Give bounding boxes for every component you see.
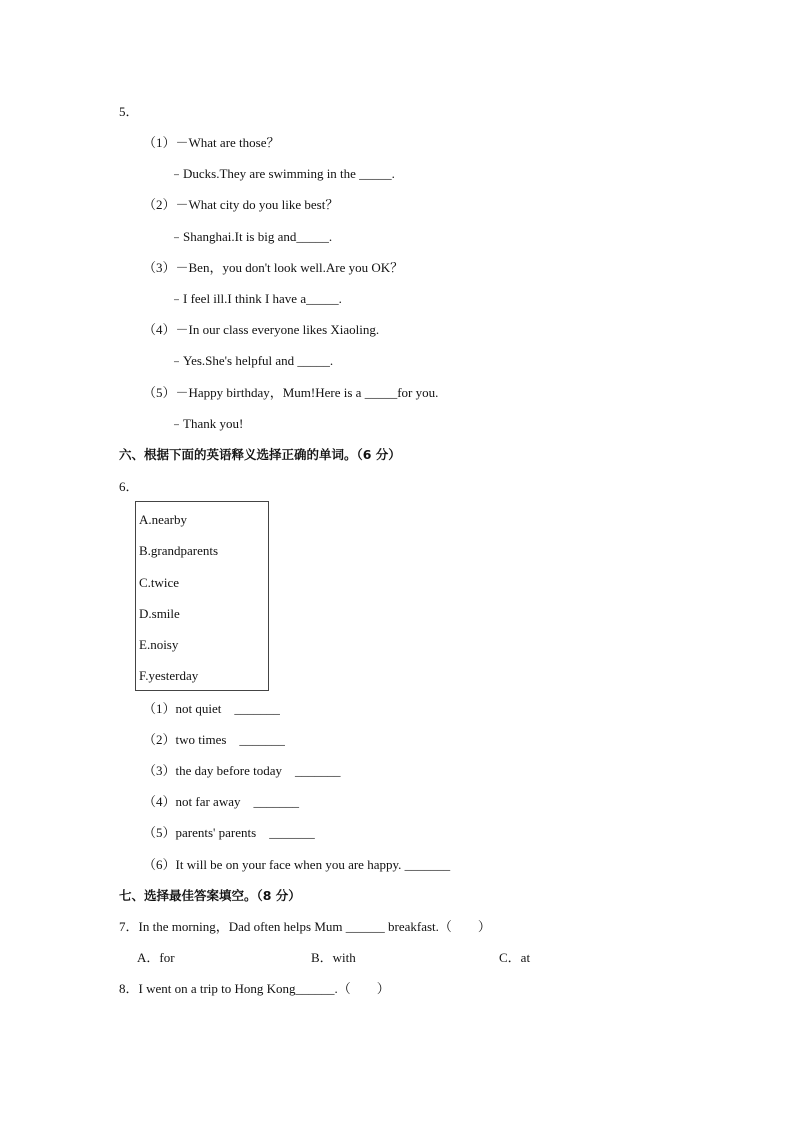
question-8: 8．I went on a trip to Hong Kong______.（ ） [119, 981, 390, 996]
item-label: （2） [143, 732, 176, 747]
item-prompt: －Ben，you don't look well.Are you OK？ [175, 260, 404, 275]
q5-item-5-prompt [143, 385, 438, 401]
item-label: （3） [143, 260, 176, 275]
q5-item-1-response: ﹣Ducks.They are swimming in the _____. [170, 166, 395, 181]
section-6-heading: 六、根据下面的英语释义选择正确的单词。（6 分） [119, 447, 401, 462]
item-prompt: －What city do you like best？ [175, 197, 339, 212]
q7-choice-b: B．with [311, 950, 356, 965]
item-label: （5） [143, 385, 176, 400]
item-label: （4） [143, 794, 176, 809]
q5-item-4-prompt [143, 322, 379, 338]
item-label: （6） [143, 857, 176, 872]
item-label: （3） [143, 763, 176, 778]
item-label: （5） [143, 825, 176, 840]
item-prompt: －Happy birthday，Mum!Here is a _____for you. [175, 385, 439, 400]
item-text: the day before today _______ [175, 763, 341, 778]
q5-item-4-response: ﹣Yes.She's helpful and _____. [170, 353, 334, 368]
item-text: not far away _______ [175, 794, 299, 809]
q6-item-4 [143, 794, 299, 810]
item-label: （1） [143, 701, 176, 716]
q7-choice-a: A．for [137, 950, 175, 965]
q6-item-1 [143, 701, 280, 717]
q7-choice-c: C．at [499, 950, 531, 965]
item-label: （2） [143, 197, 176, 212]
q6-item-3 [143, 763, 341, 779]
word-option: F.yesterday [139, 668, 199, 683]
word-option: C.twice [139, 575, 180, 590]
q5-item-2-response: ﹣Shanghai.It is big and_____. [170, 229, 333, 244]
q5-item-5-response: ﹣Thank you! [170, 416, 244, 431]
word-option: D.smile [139, 606, 180, 621]
item-text: not quiet _______ [175, 701, 280, 716]
q5-item-3-prompt [143, 260, 403, 276]
word-options-box [135, 501, 269, 691]
question-6-number: 6． [119, 479, 139, 494]
item-text: two times _______ [175, 732, 285, 747]
q6-item-5 [143, 825, 315, 841]
item-label: （4） [143, 322, 176, 337]
word-option: A.nearby [139, 512, 188, 527]
section-7-heading: 七、选择最佳答案填空。（8 分） [119, 888, 301, 903]
question-7: 7．In the morning，Dad often helps Mum ______ breakfast.（ ） [119, 919, 491, 934]
q6-item-2 [143, 732, 285, 748]
word-option: E.noisy [139, 637, 179, 652]
item-label: （1） [143, 135, 176, 150]
item-prompt: －In our class everyone likes Xiaoling. [175, 322, 380, 337]
q5-item-1-prompt [143, 135, 279, 151]
question-5-number: 5． [119, 104, 139, 119]
word-option: B.grandparents [139, 543, 219, 558]
item-prompt: －What are those？ [175, 135, 280, 150]
item-text: It will be on your face when you are happy. _______ [175, 857, 451, 872]
q5-item-3-response: ﹣I feel ill.I think I have a_____. [170, 291, 342, 306]
q6-item-6 [143, 857, 450, 873]
q5-item-2-prompt [143, 197, 338, 213]
item-text: parents' parents _______ [175, 825, 315, 840]
